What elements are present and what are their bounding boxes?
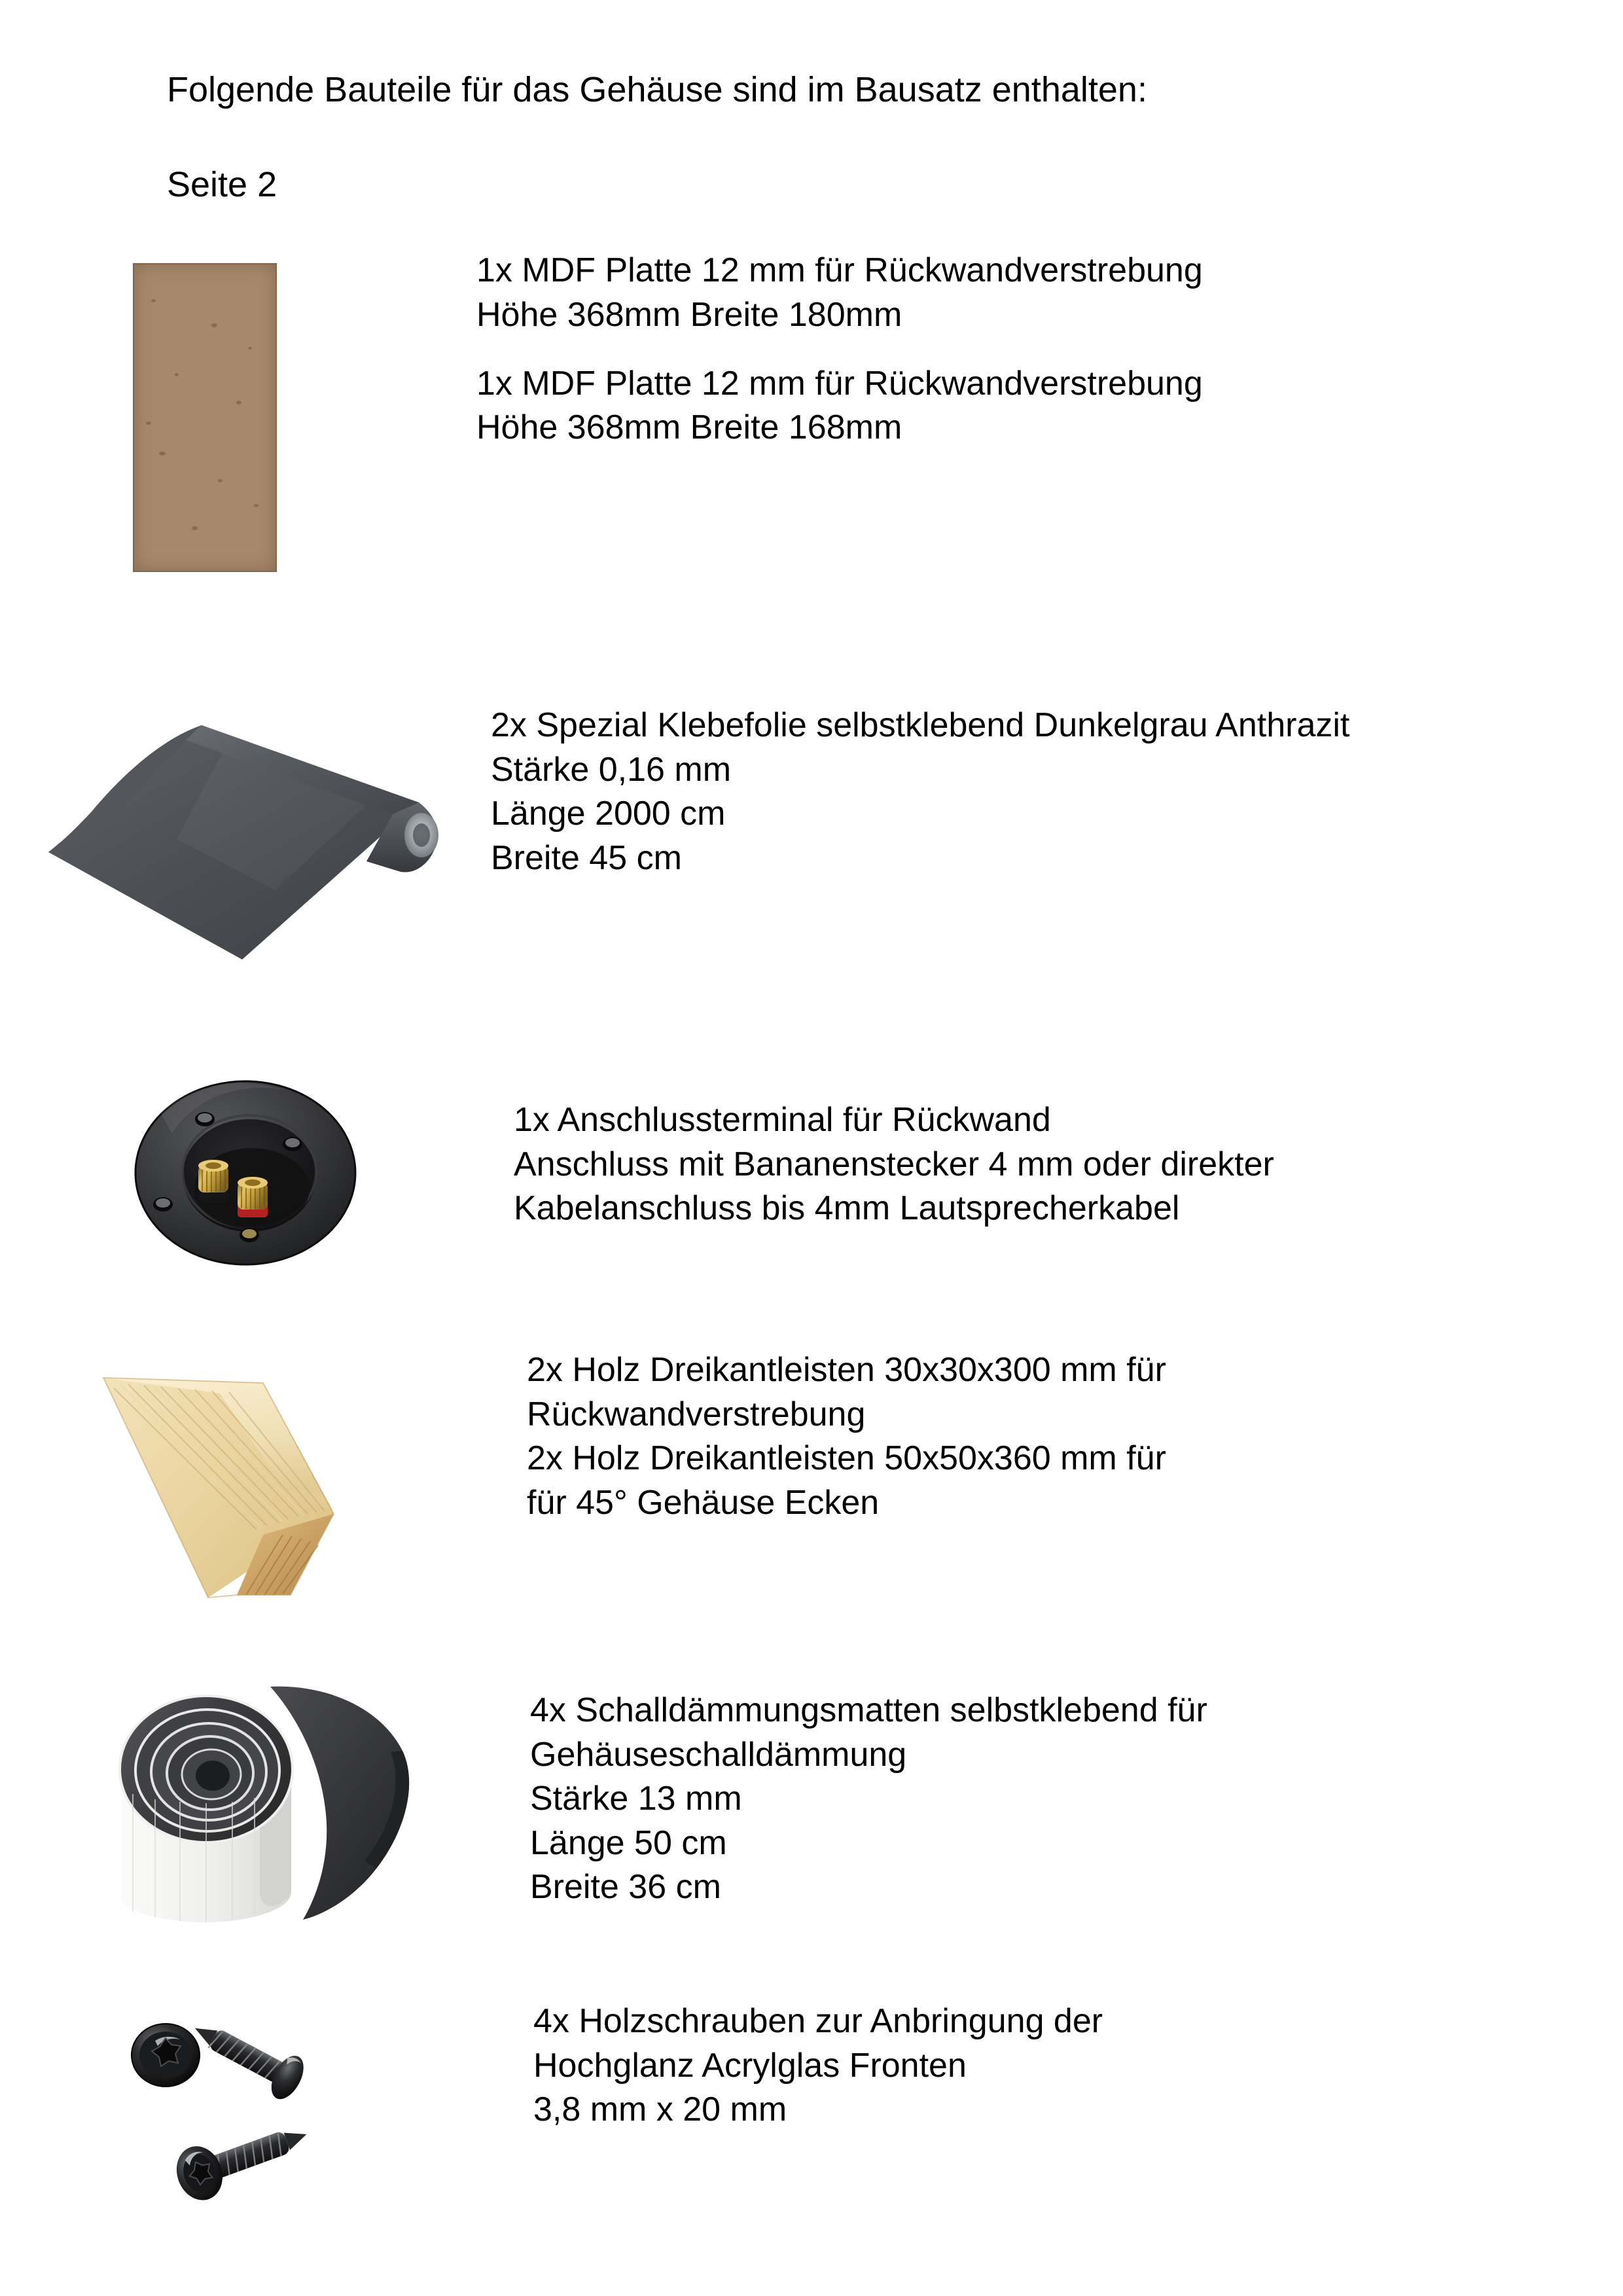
page-title: Folgende Bauteile für das Gehäuse sind im Bausatz enthalten:	[167, 70, 1147, 109]
item-line: 3,8 mm x 20 mm	[533, 2090, 787, 2129]
mdf-board-texture	[133, 263, 277, 572]
binding-post-negative	[198, 1160, 228, 1203]
adhesive-film-image	[26, 674, 445, 975]
wood-strip-svg	[92, 1338, 399, 1613]
item-line: 1x MDF Platte 12 mm für Rückwandverstrebung	[476, 251, 1203, 289]
item-line: Hochglanz Acrylglas Fronten	[533, 2046, 967, 2085]
adhesive-film-svg	[26, 674, 445, 975]
wood-screws-image	[108, 1990, 363, 2219]
mdf-board-image	[133, 263, 277, 572]
item-line: Gehäuseschalldämmung	[530, 1735, 907, 1774]
item-text-connection-terminal	[514, 1098, 1274, 1231]
item-line: Stärke 0,16 mm	[491, 750, 732, 789]
item-text-triangular-wood-strips	[527, 1348, 1166, 1525]
item-line: Länge 50 cm	[530, 1823, 727, 1862]
screw-upper	[184, 2007, 310, 2104]
item-line: Höhe 368mm Breite 180mm	[476, 295, 902, 334]
triangular-wood-strip-image	[92, 1338, 399, 1613]
item-line: Breite 36 cm	[530, 1868, 721, 1907]
item-line: Höhe 368mm Breite 168mm	[476, 408, 902, 447]
item-line: Stärke 13 mm	[530, 1780, 742, 1818]
item-line: 2x Holz Dreikantleisten 30x30x300 mm für	[527, 1351, 1166, 1389]
binding-post-positive	[238, 1177, 268, 1217]
item-line: Breite 45 cm	[491, 838, 682, 877]
speaker-terminal-image	[121, 1073, 370, 1270]
item-line: Länge 2000 cm	[491, 795, 726, 833]
item-line: für 45° Gehäuse Ecken	[527, 1483, 880, 1522]
item-line: 4x Schalldämmungsmatten selbstklebend für	[530, 1691, 1207, 1729]
item-text-adhesive-film	[491, 704, 1349, 880]
item-line: 1x Anschlussterminal für Rückwand	[514, 1101, 1051, 1139]
screw-head-on	[132, 2024, 200, 2087]
foam-roll-hole	[196, 1761, 230, 1791]
item-text-mdf-boards	[476, 249, 1203, 450]
item-line: 2x Spezial Klebefolie selbstklebend Dunkelgrau Anthrazit	[491, 706, 1350, 744]
item-line: Anschluss mit Bananenstecker 4 mm oder direkter	[514, 1145, 1274, 1183]
insulation-foam-roll-image	[95, 1653, 435, 1928]
foam-roll-svg	[95, 1653, 435, 1928]
item-line: 4x Holzschrauben zur Anbringung der	[533, 2002, 1103, 2040]
film-core-hole	[413, 823, 430, 847]
page-number-label: Seite 2	[167, 165, 277, 204]
wood-screws-svg	[108, 1990, 363, 2219]
item-text-sound-insulation-mats	[530, 1689, 1207, 1910]
screw-lower	[169, 2108, 316, 2206]
item-line: Rückwandverstrebung	[527, 1395, 866, 1433]
speaker-terminal-svg	[121, 1073, 370, 1270]
item-line: 1x MDF Platte 12 mm für Rückwandverstrebung	[476, 364, 1203, 403]
item-line: 2x Holz Dreikantleisten 50x50x360 mm für	[527, 1439, 1166, 1478]
item-text-wood-screws	[533, 2000, 1103, 2132]
item-line: Kabelanschluss bis 4mm Lautsprecherkabel	[514, 1189, 1180, 1228]
